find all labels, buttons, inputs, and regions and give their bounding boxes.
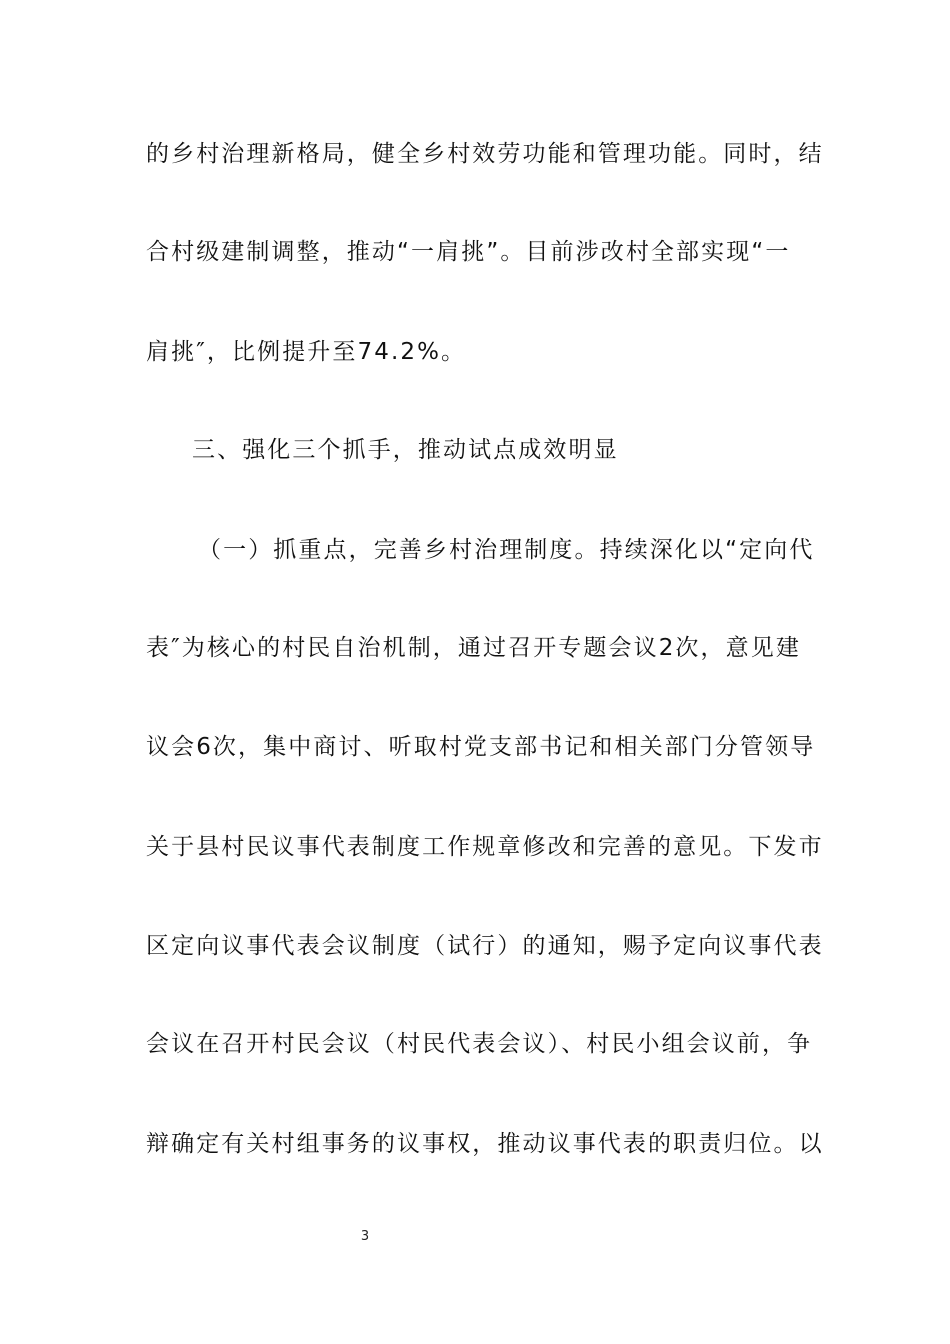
text-line: 会议在召开村民会议（村民代表会议）、村民小组会议前，争 [146, 1031, 813, 1057]
text-line: 的乡村治理新格局，健全乡村效劳功能和管理功能。同时，结 [146, 141, 824, 167]
text-line: 关于县村民议事代表制度工作规章修改和完善的意见。下发市 [146, 834, 824, 860]
text-line: 肩挑″，比例提升至74.2%。 [146, 339, 467, 365]
text-line: 区定向议事代表会议制度（试行）的通知，赐予定向议事代表 [146, 933, 824, 959]
text-line: 议会6次，集中商讨、听取村党支部书记和相关部门分管领导 [146, 734, 816, 760]
paragraph-first-line: （一）抓重点，完善乡村治理制度。持续深化以“定向代 [198, 537, 815, 563]
page-number: 3 [360, 1229, 370, 1244]
text-line: 辩确定有关村组事务的议事权，推动议事代表的职责归位。以 [146, 1131, 824, 1157]
text-line: 表″为核心的村民自治机制，通过召开专题会议2次，意见建 [146, 635, 801, 661]
text-line: 合村级建制调整，推动“一肩挑”。目前涉改村全部实现“一 [146, 239, 791, 265]
section-heading: 三、强化三个抓手，推动试点成效明显 [192, 437, 619, 463]
